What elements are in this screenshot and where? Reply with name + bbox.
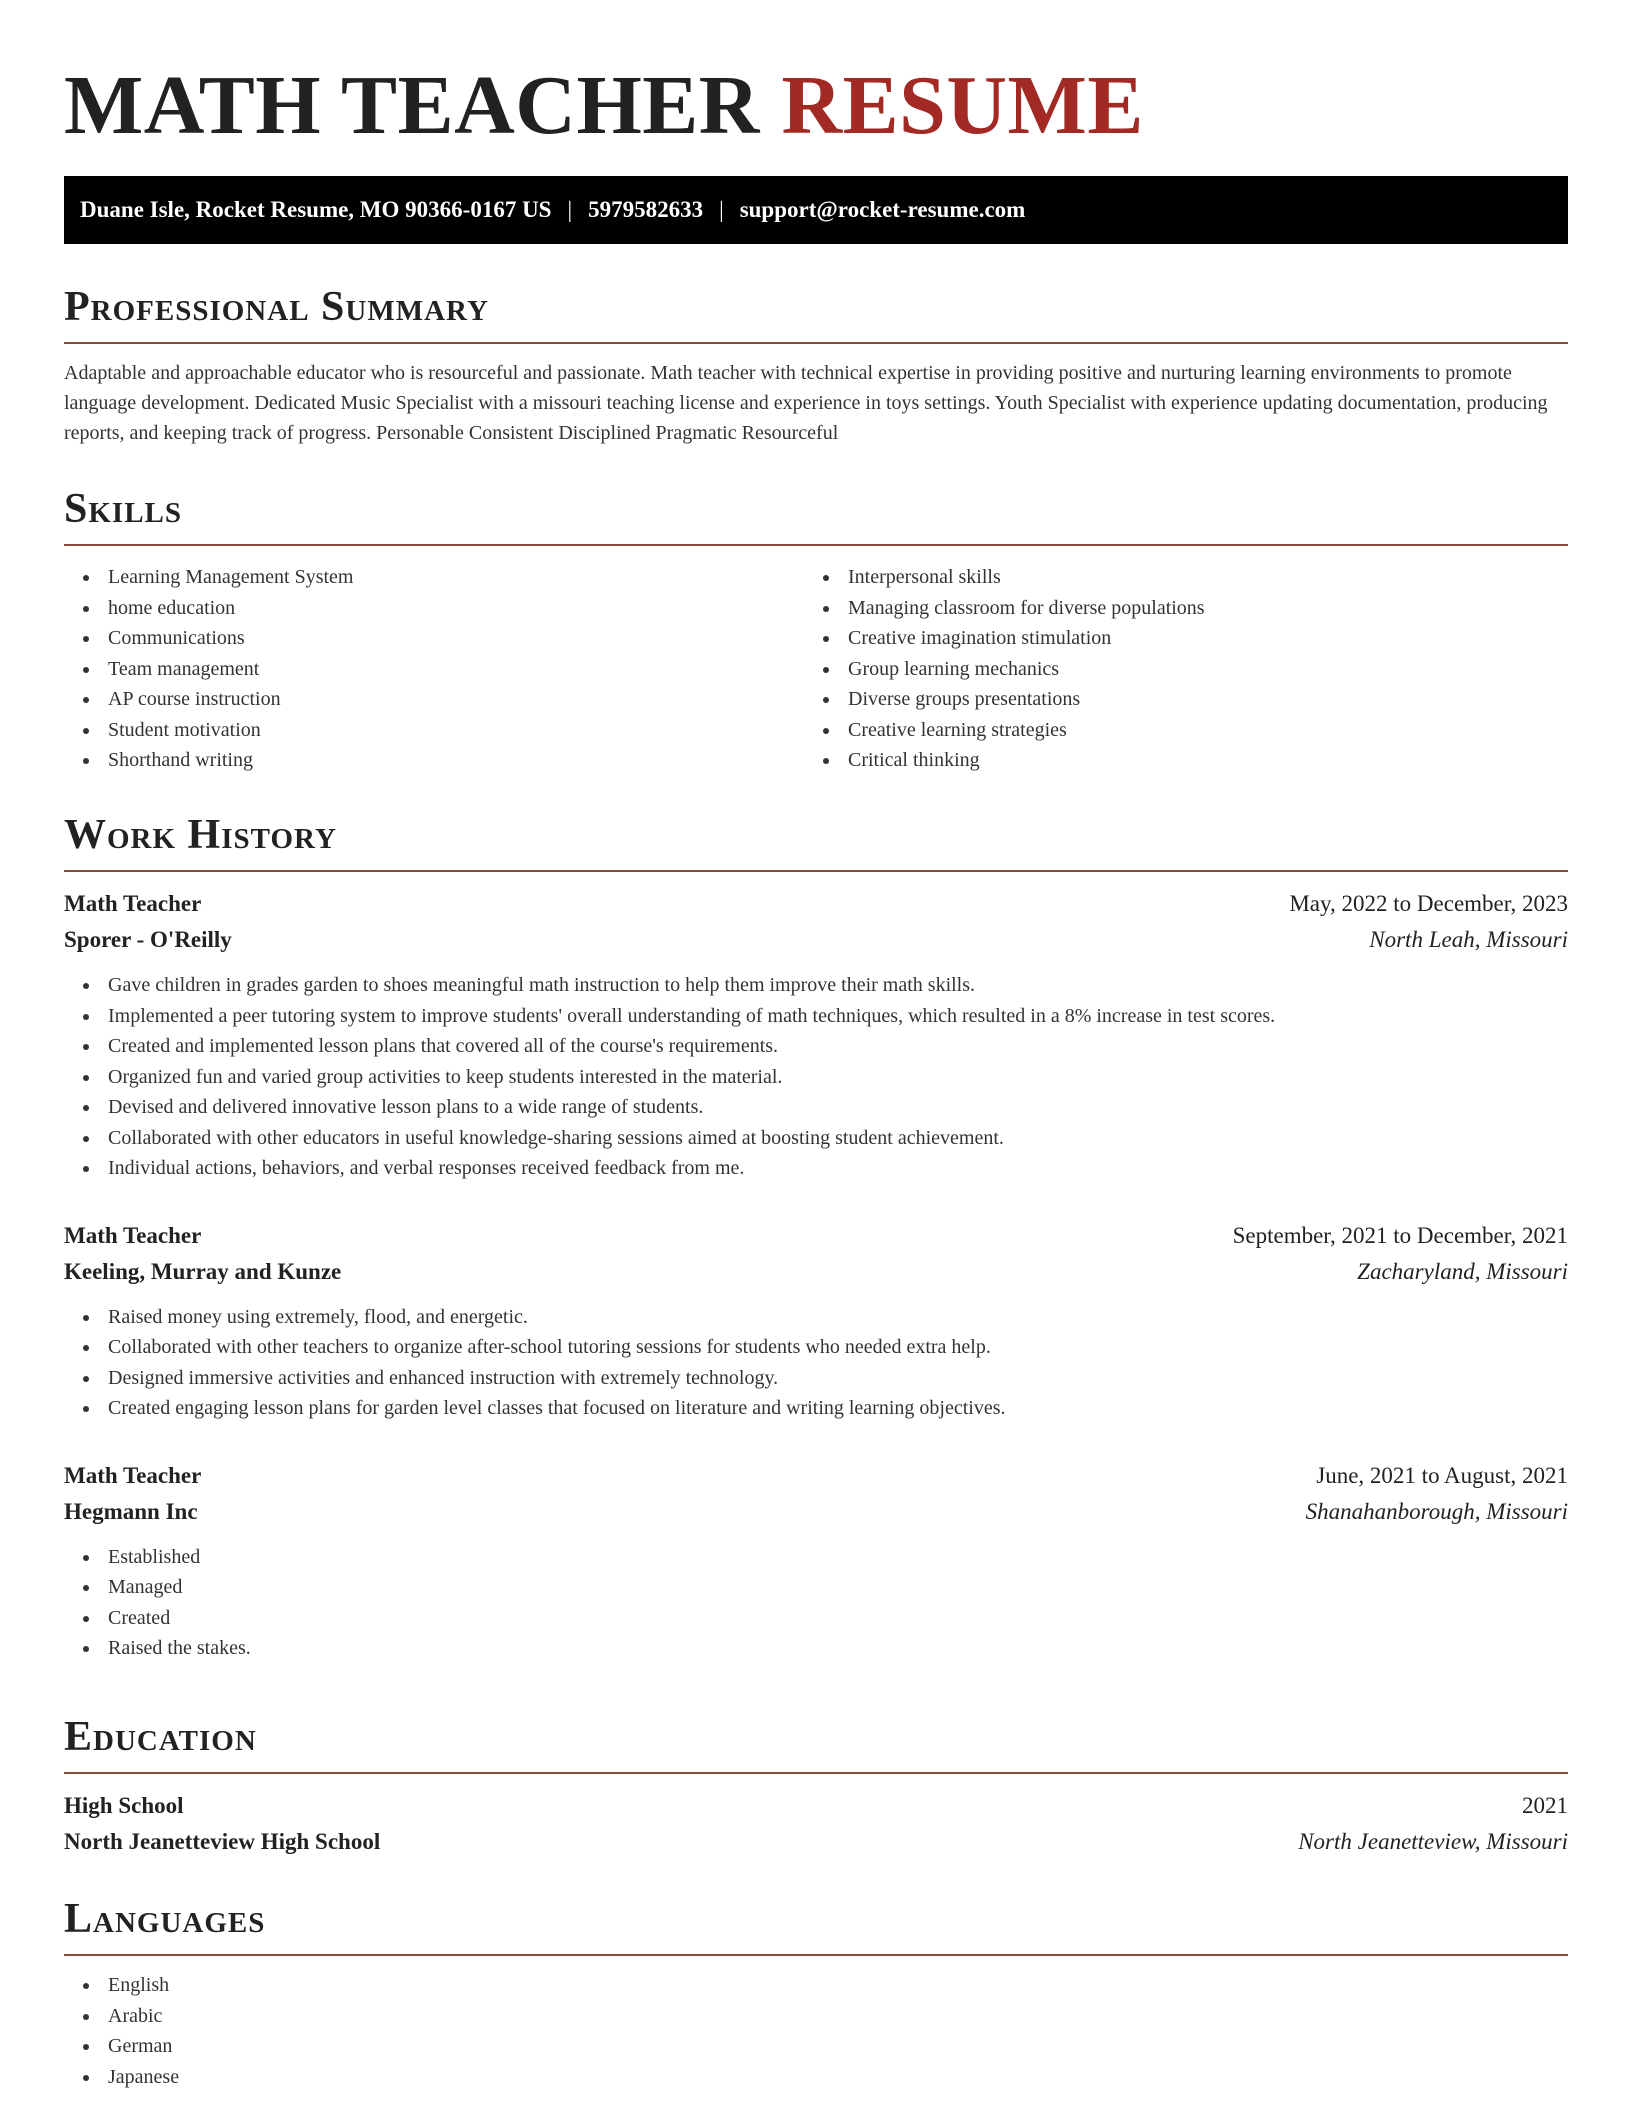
job-dates: May, 2022 to December, 2023 bbox=[1289, 891, 1568, 916]
section-divider bbox=[64, 870, 1568, 872]
title-main: MATH TEACHER bbox=[64, 59, 760, 152]
skill-item: home education bbox=[64, 593, 804, 624]
section-heading-skills: Skills bbox=[64, 486, 183, 532]
skill-item: Critical thinking bbox=[804, 745, 1544, 776]
job-entry bbox=[64, 1458, 1568, 1664]
education-location: North Jeanetteview, Missouri bbox=[1298, 1829, 1568, 1854]
skills-columns bbox=[64, 562, 1568, 776]
job-bullet: Established bbox=[64, 1542, 1568, 1573]
contact-separator: | bbox=[719, 197, 724, 222]
contact-phone: 5979582633 bbox=[588, 197, 704, 222]
section-heading-education: Education bbox=[64, 1714, 257, 1760]
job-bullet: Created engaging lesson plans for garden level classes that focused on literature and writing learning objectives. bbox=[64, 1393, 1568, 1424]
job-bullet: Collaborated with other teachers to organize after-school tutoring sessions for students who needed extra help. bbox=[64, 1332, 1568, 1363]
section-divider bbox=[64, 342, 1568, 344]
skill-item: Interpersonal skills bbox=[804, 562, 1544, 593]
skill-item: Team management bbox=[64, 654, 804, 685]
contact-address: Duane Isle, Rocket Resume, MO 90366-0167 US bbox=[80, 197, 552, 222]
skill-item: Creative learning strategies bbox=[804, 715, 1544, 746]
summary-section bbox=[64, 282, 1568, 448]
job-bullets bbox=[64, 970, 1568, 1184]
skill-item: Group learning mechanics bbox=[804, 654, 1544, 685]
education-entry bbox=[64, 1788, 1568, 1860]
job-entry bbox=[64, 886, 1568, 1184]
education-school: North Jeanetteview High School bbox=[64, 1829, 381, 1854]
job-bullet: Raised money using extremely, flood, and energetic. bbox=[64, 1302, 1568, 1333]
section-divider bbox=[64, 1954, 1568, 1956]
job-location: Zacharyland, Missouri bbox=[1357, 1258, 1568, 1284]
job-bullet: Managed bbox=[64, 1572, 1568, 1603]
section-divider bbox=[64, 1772, 1568, 1774]
skill-item: Diverse groups presentations bbox=[804, 684, 1544, 715]
job-location: Shanahanborough, Missouri bbox=[1305, 1498, 1568, 1524]
job-bullet: Raised the stakes. bbox=[64, 1633, 1568, 1664]
language-item: English bbox=[64, 1970, 1568, 2001]
contact-bar bbox=[64, 176, 1568, 244]
skill-item: Learning Management System bbox=[64, 562, 804, 593]
skill-item: Creative imagination stimulation bbox=[804, 623, 1544, 654]
languages-list bbox=[64, 1970, 1568, 2092]
language-item: Japanese bbox=[64, 2062, 1568, 2093]
skills-list-left bbox=[64, 562, 804, 776]
job-bullet: Individual actions, behaviors, and verbal responses received feedback from me. bbox=[64, 1153, 1568, 1184]
job-dates: June, 2021 to August, 2021 bbox=[1316, 1462, 1568, 1488]
contact-email: support@rocket-resume.com bbox=[739, 197, 1026, 222]
job-company: Sporer - O'Reilly bbox=[64, 927, 232, 952]
language-item: Arabic bbox=[64, 2001, 1568, 2032]
job-bullet: Designed immersive activities and enhanced instruction with extremely technology. bbox=[64, 1363, 1568, 1394]
section-heading-work: Work History bbox=[64, 812, 337, 858]
job-title: Math Teacher bbox=[64, 891, 202, 916]
job-bullet: Implemented a peer tutoring system to improve students' overall understanding of math techniques, which resulted in a 8% increase in test scores. bbox=[64, 1001, 1568, 1032]
contact-separator: | bbox=[567, 197, 573, 222]
job-title: Math Teacher bbox=[64, 1462, 202, 1488]
job-location: North Leah, Missouri bbox=[1369, 927, 1568, 952]
job-bullet: Created bbox=[64, 1603, 1568, 1634]
skill-item: Shorthand writing bbox=[64, 745, 804, 776]
education-year: 2021 bbox=[1522, 1793, 1568, 1818]
job-bullet: Devised and delivered innovative lesson plans to a wide range of students. bbox=[64, 1092, 1568, 1123]
skills-section bbox=[64, 484, 1568, 776]
education-degree: High School bbox=[64, 1793, 184, 1818]
job-bullet: Created and implemented lesson plans that covered all of the course's requirements. bbox=[64, 1031, 1568, 1062]
section-divider bbox=[64, 544, 1568, 546]
job-bullets bbox=[64, 1302, 1568, 1424]
language-item: German bbox=[64, 2031, 1568, 2062]
section-heading-languages: Languages bbox=[64, 1896, 266, 1942]
job-company: Hegmann Inc bbox=[64, 1498, 198, 1524]
education-section bbox=[64, 1712, 1568, 1860]
work-history-section bbox=[64, 810, 1568, 1664]
job-dates: September, 2021 to December, 2021 bbox=[1232, 1222, 1568, 1248]
job-company: Keeling, Murray and Kunze bbox=[64, 1258, 342, 1284]
job-bullets bbox=[64, 1542, 1568, 1664]
skill-item: AP course instruction bbox=[64, 684, 804, 715]
skills-list-right bbox=[804, 562, 1544, 776]
resume-title bbox=[64, 56, 1144, 156]
skill-item: Communications bbox=[64, 623, 804, 654]
skill-item: Student motivation bbox=[64, 715, 804, 746]
job-bullet: Gave children in grades garden to shoes meaningful math instruction to help them improve their math skills. bbox=[64, 970, 1568, 1001]
job-title: Math Teacher bbox=[64, 1222, 202, 1248]
languages-section bbox=[64, 1894, 1568, 2092]
section-heading-summary: Professional Summary bbox=[64, 284, 489, 330]
job-bullet: Collaborated with other educators in useful knowledge-sharing sessions aimed at boosting student achievement. bbox=[64, 1123, 1568, 1154]
title-accent: RESUME bbox=[781, 59, 1144, 152]
job-bullet: Organized fun and varied group activities to keep students interested in the material. bbox=[64, 1062, 1568, 1093]
skill-item: Managing classroom for diverse populations bbox=[804, 593, 1544, 624]
job-entry bbox=[64, 1218, 1568, 1424]
summary-text: Adaptable and approachable educator who is resourceful and passionate. Math teacher with technical expertise in providing positive and nurturing learning environments to promote language development. Dedicated Music Specialist with a missouri teaching license and experience in toys settings. Youth Specialist with experience updating documentation, producing reports, and keeping track of progress. Personable Consistent Disciplined Pragmatic Resourceful bbox=[64, 362, 1548, 444]
